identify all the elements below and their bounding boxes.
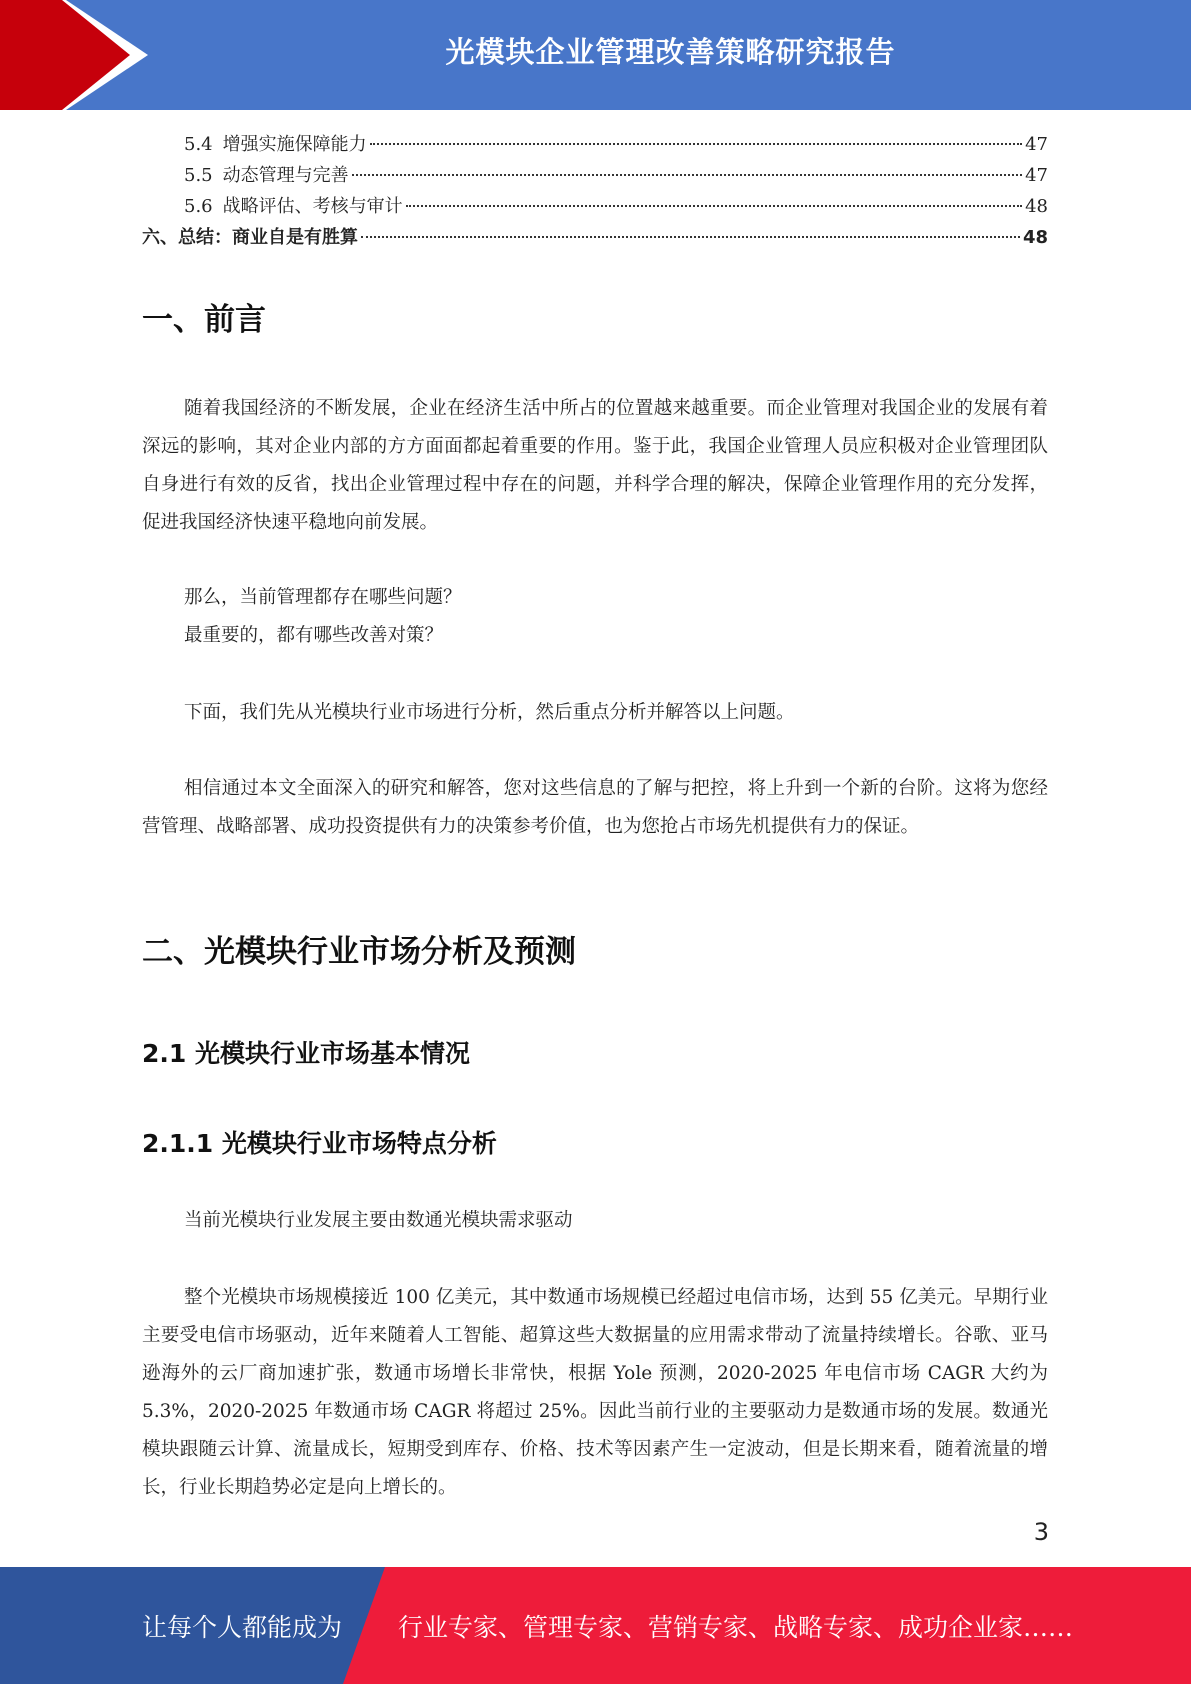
page-header [0,0,1191,110]
footer-slogan-right: 行业专家、管理专家、营销专家、战略专家、成功企业家…… [398,1612,1074,1642]
preface-question: 最重要的，都有哪些改善对策？ [184,625,444,646]
toc-dot-leader [361,236,1020,238]
page-footer [0,1567,1191,1684]
toc-entry-title: 动态管理与完善 [222,165,349,186]
toc-entry-page: 47 [1025,134,1048,155]
preface-question: 那么，当前管理都存在哪些问题？ [184,587,462,608]
page-number: 3 [1033,1518,1049,1546]
toc-entry[interactable] [142,129,1048,160]
toc-entry-page: 47 [1025,165,1048,186]
toc-entry[interactable] [142,222,1048,253]
section-heading-preface: 一、前言 [142,302,266,338]
subsection-heading: 2.1 光模块行业市场基本情况 [142,1039,470,1068]
toc-entry-number: 5.4 [184,134,213,155]
preface-paragraph: 下面，我们先从光模块行业市场进行分析，然后重点分析并解答以上问题。 [184,702,795,723]
preface-paragraph: 相信通过本文全面深入的研究和解答，您对这些信息的了解与把控，将上升到一个新的台阶。这将为您经营管理、战略部署、成功投资提供有力的决策参考价值，也为您抢占市场先机提供有力的保证。 [142,778,1048,837]
preface-paragraph: 随着我国经济的不断发展，企业在经济生活中所占的位置越来越重要。而企业管理对我国企业的发展有着深远的影响，其对企业内部的方方面面都起着重要的作用。鉴于此，我国企业管理人员应积极对企业管理团队自身进行有效的反省，找出企业管理过程中存在的问题，并科学合理的解决，保障企业管理作用的充分发挥，促进我国经济快速平稳地向前发展。 [142,398,1048,533]
report-title: 光模块企业管理改善策略研究报告 [445,34,896,69]
table-of-contents [142,129,1048,253]
toc-entry-page: 48 [1022,227,1048,248]
toc-entry-number: 5.6 [184,196,213,217]
toc-entry-title: 战略评估、考核与审计 [222,196,403,217]
toc-entry-number: 5.5 [184,165,213,186]
subsection-heading: 2.1.1 光模块行业市场特点分析 [142,1129,497,1158]
toc-dot-leader [406,205,1022,207]
toc-entry-title: 六、总结：商业自是有胜算 [142,227,358,248]
toc-entry-title: 增强实施保障能力 [222,134,367,155]
section-heading-market: 二、光模块行业市场分析及预测 [142,934,576,970]
body-paragraph: 当前光模块行业发展主要由数通光模块需求驱动 [184,1210,573,1231]
toc-dot-leader [352,174,1022,176]
toc-entry[interactable] [142,160,1048,191]
toc-entry[interactable] [142,191,1048,222]
toc-entry-page: 48 [1025,196,1048,217]
footer-slogan-left: 让每个人都能成为 [142,1612,343,1642]
body-paragraph: 整个光模块市场规模接近 100 亿美元，其中数通市场规模已经超过电信市场，达到 55 亿美元。早期行业主要受电信市场驱动，近年来随着人工智能、超算这些大数据量的应用需求带动了流量持续增长。谷歌、亚马逊海外的云厂商加速扩张，数通市场增长非常快，根据 Yole 预测，2020-2025 年电信市场 CAGR 大约为 5.3%，2020-2025 年数通市场 CAGR 将超过 25%。因此当前行业的主要驱动力是数通市场的发展。数通光模块跟随云计算、流量成长，短期受到库存、价格、技术等因素产生一定波动，但是长期来看，随着流量的增长，行业长期趋势必定是向上增长的。 [142,1287,1048,1498]
toc-dot-leader [370,143,1022,145]
